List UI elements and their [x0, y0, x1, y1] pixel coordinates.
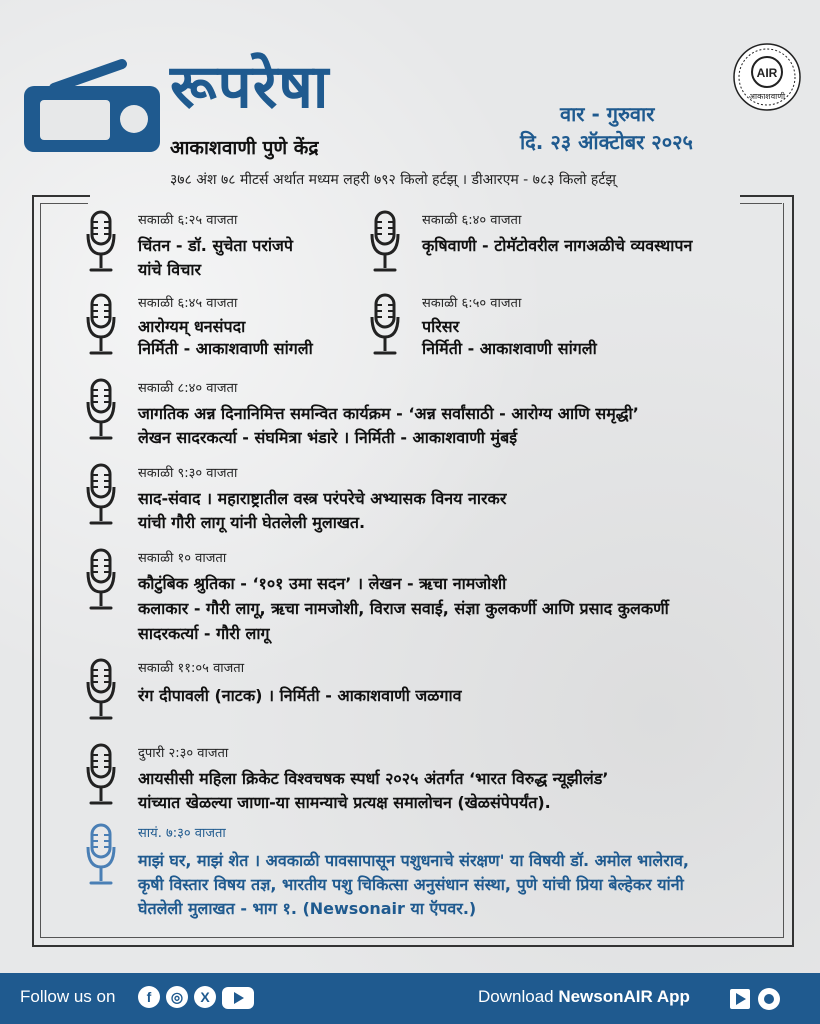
logo-initials: AIR — [756, 66, 778, 80]
program-time: सकाळी १० वाजता — [138, 551, 227, 566]
footer-bar — [0, 973, 820, 1024]
program-time: सकाळी ८:४० वाजता — [138, 381, 238, 396]
frame-top-right — [740, 195, 792, 197]
microphone-icon — [86, 210, 116, 276]
program-line: चिंतन - डॉ. सुचेता परांजपे — [138, 236, 293, 255]
instagram-icon[interactable]: ◎ — [166, 986, 188, 1008]
program-line: यांच्यात खेळल्या जाणा-या सामन्याचे प्रत्यक्ष समालोचन (खेळसंपेपर्यंत). — [138, 793, 551, 812]
program-line: माझं घर, माझं शेत । अवकाळी पावसापासून पशुधनाचे संरक्षण' या विषयी डॉ. अमोल भालेराव, — [138, 851, 689, 870]
program-time: सकाळी ११:०५ वाजता — [138, 661, 245, 676]
youtube-icon[interactable] — [222, 987, 254, 1009]
program-line: सादरकर्त्या - गौरी लागू — [138, 624, 270, 643]
frequency-info: ३७८ अंश ७८ मीटर्स अर्थात मध्यम लहरी ७९२ किलो हर्टझ् । डीआरएम - ७८३ किलो हर्टझ् — [170, 172, 616, 188]
program-time: सकाळी ६:२५ वाजता — [138, 213, 238, 228]
radio-icon — [22, 58, 162, 154]
app-store-icon[interactable] — [758, 988, 780, 1010]
program-line: आयसीसी महिला क्रिकेट विश्वचषक स्पर्धा २०२५ अंतर्गत ‘भारत विरुद्ध न्यूझीलंड’ — [138, 769, 609, 788]
program-line: यांचे विचार — [138, 260, 202, 279]
program-time: सकाळी ६:५० वाजता — [422, 296, 522, 311]
program-time: सायं. ७:३० वाजता — [138, 826, 226, 841]
microphone-icon — [86, 378, 116, 444]
frame-top-left — [32, 195, 90, 197]
program-time: सकाळी ६:४५ वाजता — [138, 296, 238, 311]
program-line: घेतलेली मुलाखत - भाग १. (Newsonair या ऍपवर.) — [138, 899, 477, 918]
program-line: रंग दीपावली (नाटक) । निर्मिती - आकाशवाणी जळगाव — [138, 686, 462, 705]
program-time: सकाळी ६:४० वाजता — [422, 213, 522, 228]
program-line: यांची गौरी लागू यांनी घेतलेली मुलाखत. — [138, 513, 366, 532]
microphone-icon — [370, 210, 400, 276]
microphone-icon — [86, 548, 116, 614]
microphone-icon — [86, 463, 116, 529]
page-title: रूपरेषा — [170, 52, 330, 122]
air-logo — [732, 42, 802, 112]
program-time: दुपारी २:३० वाजता — [138, 746, 229, 761]
program-line: परिसर — [422, 317, 460, 336]
follow-label: Follow us on — [20, 987, 116, 1006]
program-line: निर्मिती - आकाशवाणी सांगली — [422, 339, 597, 358]
play-store-icon[interactable] — [730, 989, 750, 1009]
day-label: वार - गुरुवार — [560, 102, 655, 126]
program-line: कृषी विस्तार विषय तज्ञ, भारतीय पशु चिकित्सा अनुसंधान संस्था, पुणे यांची प्रिया बेल्हेकर यांनी — [138, 875, 684, 894]
microphone-icon — [86, 743, 116, 809]
program-line: निर्मिती - आकाशवाणी सांगली — [138, 339, 313, 358]
microphone-icon — [370, 293, 400, 359]
station-name: आकाशवाणी पुणे केंद्र — [170, 137, 319, 159]
program-time: सकाळी ९:३० वाजता — [138, 466, 238, 481]
date-label: दि. २३ ऑक्टोबर २०२५ — [520, 130, 693, 154]
x-icon[interactable]: X — [194, 986, 216, 1008]
program-line: कलाकार - गौरी लागू, ऋचा नामजोशी, विराज सवाई, संज्ञा कुलकर्णी आणि प्रसाद कुलकर्णी — [138, 599, 669, 618]
frame-inner-top-left — [40, 203, 88, 204]
program-line: कौटुंबिक श्रुतिका - ‘१०१ उमा सदन’ । लेखन - ऋचा नामजोशी — [138, 574, 507, 593]
program-line: आरोग्यम् धनसंपदा — [138, 317, 246, 336]
microphone-icon — [86, 658, 116, 724]
program-line: जागतिक अन्न दिनानिमित्त समन्वित कार्यक्रम - ‘अन्न सर्वांसाठी - आरोग्य आणि समृद्धी’ — [138, 404, 639, 423]
facebook-icon[interactable]: f — [138, 986, 160, 1008]
program-line: कृषिवाणी - टोमॅटोवरील नागअळीचे व्यवस्थापन — [422, 236, 693, 255]
logo-text: आकाशवाणी — [748, 92, 786, 101]
program-line: साद-संवाद । महाराष्ट्रातील वस्त्र परंपरेचे अभ्यासक विनय नारकर — [138, 489, 507, 508]
download-label — [478, 987, 690, 1007]
microphone-icon — [86, 823, 116, 889]
frame-inner-top-right — [740, 203, 782, 204]
download-app-name: NewsonAIR App — [558, 987, 690, 1006]
download-prefix: Download — [478, 987, 559, 1006]
microphone-icon — [86, 293, 116, 359]
program-line: लेखन सादरकर्त्या - संघमित्रा भंडारे । निर्मिती - आकाशवाणी मुंबई — [138, 428, 518, 447]
